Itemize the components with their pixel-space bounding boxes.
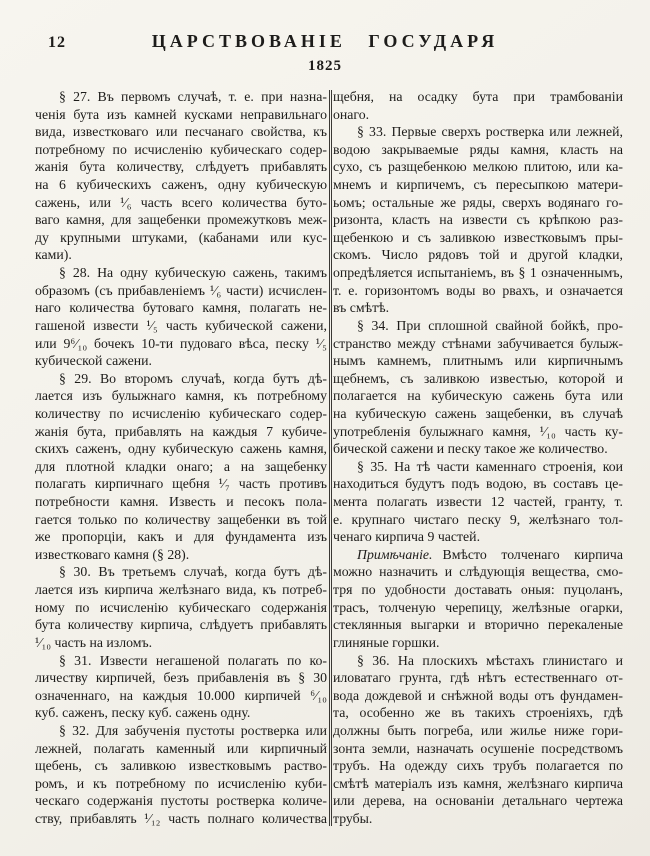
text-line: Примѣчаніе. Вмѣсто толченаго кирпича: [357, 546, 623, 562]
text-line: скомъ. Число рядовъ той и другой кладки,: [333, 247, 623, 263]
text-line: можно назначить и слѣдующія вещества, смо-: [333, 564, 623, 580]
text-line: ному по исчисленію кубическаго содержанія: [35, 599, 327, 615]
text-line: ду крупными штуками, (кабанами или кус-: [35, 229, 327, 245]
text-line: находиться будутъ подъ водою, въ составъ це-: [333, 476, 623, 492]
text-line: ченаго кирпича 9 частей.: [333, 529, 481, 545]
text-line: кубической сажени.: [35, 353, 152, 369]
text-line: личеству кирпичей, безъ прибавленія въ § 30: [35, 670, 327, 686]
text-line: нымъ камнемъ, плитнымъ или кирпичнымъ: [333, 353, 623, 369]
paragraph-29: [35, 370, 327, 564]
right-column: [333, 88, 623, 832]
text-line: ками).: [35, 247, 72, 263]
text-line: трубъ. На одежду сихъ трубъ полагается по: [333, 758, 623, 774]
text-line: потребности камня. Известь и песокъ пола-: [35, 494, 327, 510]
paragraph-31: [35, 652, 327, 722]
paragraph-27: [35, 88, 327, 264]
text-line: ьомъ; остальные же ряды, сверхъ водянаго го-: [333, 194, 623, 210]
text-line: смѣтѣ матеріалъ изъ камня, желѣзнаго кирпича: [333, 775, 623, 791]
text-line: § 30. Въ третьемъ случаѣ, когда бутъ дѣ-: [59, 564, 327, 580]
text-line: ству, прибавлять ¹⁄₁₂ часть полнаго количества: [35, 810, 327, 826]
text-line: трубы.: [333, 810, 373, 826]
paragraph-34: [333, 317, 623, 458]
text-line: т. е. горизонтомъ воды во рвахъ, и означается: [333, 282, 623, 298]
text-line: же пропорціи, какъ и для фундамента изъ: [35, 529, 327, 545]
text-line: лается изъ булыжнаго камня, къ потребному: [35, 388, 327, 404]
text-line: гается только по количеству защебенки въ той: [35, 511, 327, 527]
text-line: бической сажени и песку такое же количество.: [333, 441, 608, 457]
text-line: тря по удобности доставать оныя: пуцоланъ,: [333, 582, 623, 598]
page-number: 12: [48, 34, 66, 51]
paragraph-35: [333, 458, 623, 546]
text-line: § 28. На одну кубическую сажень, такимъ: [59, 265, 327, 281]
text-line: е. крупнаго чистаго песку 9, желѣзнаго тол-: [333, 511, 623, 527]
text-line: количеству по исчисленію кубическаго содер-: [35, 405, 327, 421]
text-line: куб. саженъ, песку куб. сажень одну.: [35, 705, 251, 721]
text-line: жанія бута количеству, слѣдуетъ прибавлять: [35, 159, 327, 175]
text-line: жанія бута, прибавлять на каждыя 7 кубиче-: [35, 423, 327, 439]
text-line: § 33. Первые сверхъ ростверка или лежней,: [357, 124, 623, 140]
text-line: или дерева, на основаніи детальнаго чертежа: [333, 793, 623, 809]
text-line: скихъ саженъ, одну кубическую сажень камня,: [35, 441, 327, 457]
text-line: § 32. Для забученія пустоты ростверка или: [59, 722, 327, 738]
text-line: означеннаго, на каждыя 10.000 кирпичей ⁶⁄₁₀: [35, 687, 327, 703]
text-line: наго количества бутоваго камня, полагать не-: [35, 300, 327, 316]
text-line: водою закрываемые ряды камня, класть на: [333, 141, 623, 157]
text-line: для плотной кладки онаго; а на защебенку: [35, 458, 327, 474]
text-line: § 29. Во второмъ случаѣ, когда бутъ дѣ-: [59, 370, 327, 386]
paragraph-32: [35, 722, 327, 828]
text-line: трасъ, толченую черепицу, желѣзные огарки,: [333, 599, 623, 615]
text-line: опредѣляется испытаніемъ, въ § 1 означеннымъ,: [333, 265, 623, 281]
text-line: образомъ (съ прибавленіемъ ¹⁄₆ части) исчислен-: [35, 282, 327, 298]
running-header-year: 1825: [308, 58, 342, 74]
text-line: ¹⁄₁₀ часть на изломъ.: [35, 634, 153, 650]
text-line: полагать кирпичнаго щебня ¹⁄₇ часть противъ: [35, 476, 327, 492]
text-line: ромъ, и къ потребному по исчисленію куби-: [35, 775, 327, 791]
text-line: щебнемъ, съ заливкою известью, которой и: [333, 370, 623, 386]
text-line: полагается на кубическую сажень бута или: [333, 388, 623, 404]
text-line: ризонта, класть на извести съ крѣпкою раз-: [333, 212, 623, 228]
running-header: ЦАРСТВОВАНІЕ ГОСУДАРЯ: [151, 31, 499, 51]
text-line: употребленія булыжнаго камня, ¹⁄₁₀ часть ку-: [333, 423, 623, 439]
text-line: на кубическую сажень защебенки, въ случаѣ: [333, 405, 623, 421]
note-heading: Примѣчаніе.: [357, 546, 433, 562]
text-line: ваго камня, для защебенки промежутковъ меж-: [35, 212, 327, 228]
paragraph-36: [333, 652, 623, 828]
text-line: странство между стѣнами забучивается булыж-: [333, 335, 623, 351]
text-line: щебня, на осадку бута при трамбованіи: [333, 89, 623, 104]
text-line: на 6 кубическихъ саженъ, одну кубическую: [35, 177, 327, 193]
text-line: § 31. Извести негашеной полагать по ко-: [59, 652, 327, 668]
text-line: зонта земли, назначать осушеніе посредствомъ: [333, 740, 623, 756]
text-line: лежней, полагать каменный или кирпичный: [35, 740, 327, 756]
text-line: стеклянныя выгарки и вторично перекаленые: [333, 617, 623, 633]
text-line: онаго.: [333, 106, 370, 122]
text-line: мнемъ и кирпичемъ, съ пересыпкою матери-: [333, 177, 623, 193]
paragraph-32-continuation: [333, 88, 623, 123]
text-line: лается изъ кирпича желѣзнаго вида, къ потреб-: [35, 582, 327, 598]
text-line: мента полагать извести 12 частей, гранту, т.: [333, 494, 623, 510]
text-line: иловатаго грунта, гдѣ нѣтъ естественнаго от-: [333, 670, 623, 686]
note-paragraph: [333, 546, 623, 652]
text-line: ческаго содержанія пустоты ростверка количе-: [35, 793, 327, 809]
text-line: § 35. На тѣ части каменнаго строенія, кои: [357, 458, 623, 474]
text-line: § 36. На плоскихъ мѣстахъ глинистаго и: [357, 652, 623, 668]
text-line: сухо, съ разщебенкою мелкою плитою, или ка-: [333, 159, 623, 175]
text-line: глиняные горшки.: [333, 634, 440, 650]
paragraph-30: [35, 563, 327, 651]
text-columns: [35, 88, 625, 832]
text-line: § 34. При сплошной свайной бойкѣ, про-: [357, 317, 623, 333]
text-line: вида, известковаго или песчанаго свойства, къ: [35, 124, 327, 140]
text-line: вода дождевой и снѣжной воды отъ фундамен-: [333, 687, 623, 703]
text-line: или 9⁶⁄₁₀ бочекъ 10-ти пудоваго вѣса, песку ¹⁄₅: [35, 335, 327, 351]
text-line: бута количеству кирпича, слѣдуетъ прибавлять: [35, 617, 327, 633]
text-line: известковаго камня (§ 28).: [35, 546, 190, 562]
text-line: должны быть погреба, или жилье ниже гори-: [333, 722, 623, 738]
text-line: щебенкою и съ заливкою известковымъ пры-: [333, 229, 623, 245]
text-line: сажень, или ¹⁄₆ часть всего количества буто-: [35, 194, 327, 210]
text-line: гашеной извести ¹⁄₅ часть кубической сажени,: [35, 317, 327, 333]
text-line: щебень, съ заливкою известковымъ раство-: [35, 758, 327, 774]
text-line: ченія бута изъ камней кусками неправильнаго: [35, 106, 327, 122]
left-column: [35, 88, 327, 832]
text-line: потребному по исчисленію кубическаго содер-: [35, 141, 327, 157]
paragraph-28: [35, 264, 327, 370]
text-line: въ смѣтѣ.: [333, 300, 390, 316]
column-divider-rule: [329, 90, 332, 826]
text-line: та, особенно же въ такихъ строеніяхъ, гдѣ: [333, 705, 623, 721]
text-line: § 27. Въ первомъ случаѣ, т. е. при назна-: [59, 89, 327, 104]
paragraph-33: [333, 123, 623, 317]
